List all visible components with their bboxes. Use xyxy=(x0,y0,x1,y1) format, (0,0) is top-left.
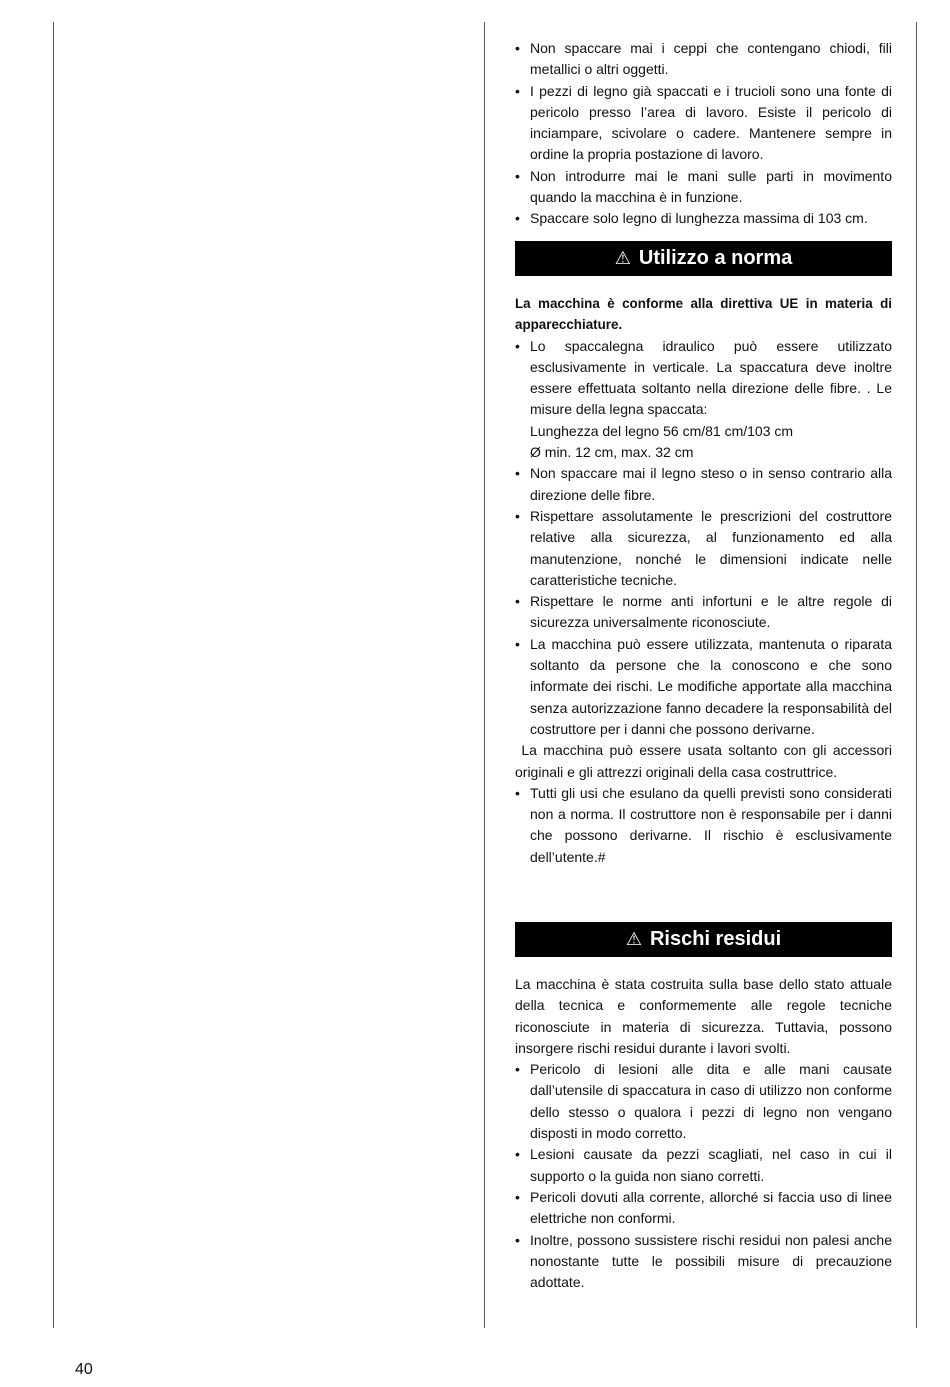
list-item: • Non introdurre mai le mani sulle parti in movimento quando la macchina è in funzione. xyxy=(515,166,892,209)
list-item: • Pericolo di lesioni alle dita e alle mani causate dall’utensile di spaccatura in caso di utilizzo non conforme dello stesso o qualora i pezzi di legno non vengano disposti in modo corretto. xyxy=(515,1059,892,1144)
section-lead: La macchina è conforme alla direttiva UE in materia di apparecchiature. xyxy=(515,296,892,333)
section-header-utilizzo xyxy=(515,241,892,276)
top-bullets-block xyxy=(515,38,892,230)
section-title: Rischi residui xyxy=(649,928,782,950)
warning-triangle-icon: ⚠ xyxy=(614,248,631,268)
measurement-line: Ø min. 12 cm, max. 32 cm xyxy=(530,444,694,461)
left-margin-line xyxy=(53,22,54,1328)
page-number: 40 xyxy=(75,1361,93,1378)
section-rischi-body xyxy=(515,974,892,1293)
list-item: • Pericoli dovuti alla corrente, allorché si faccia uso di linee elettriche non conformi. xyxy=(515,1187,892,1230)
column-divider-line xyxy=(484,22,485,1328)
section-utilizzo-body xyxy=(515,293,896,868)
list-item xyxy=(515,336,892,464)
section-paragraph: La macchina può essere usata soltanto con gli accessori originali e gli attrezzi originali della casa costruttrice. xyxy=(515,742,896,780)
list-item: • La macchina può essere utilizzata, mantenuta o riparata soltanto da persone che la conoscono e che sono informate dei rischi. Le modifiche apportate alla macchina senza autorizzazione fanno decadere la responsabilità del costruttore per i danni che possono derivarne. xyxy=(515,634,892,740)
list-item-text: Lo spaccalegna idraulico può essere utilizzato esclusivamente in verticale. La spaccatura deve inoltre essere effettuata soltanto nella direzione delle fibre. . Le misure della legna spaccata: xyxy=(530,337,892,418)
section-title: Utilizzo a norma xyxy=(638,247,793,269)
list-item: • Rispettare assolutamente le prescrizioni del costruttore relative alla sicurezza, al funzionamento ed alla manutenzione, nonché le dimensioni indicate nelle caratteristiche tecniche. xyxy=(515,506,892,591)
measurement-line: Lunghezza del legno 56 cm/81 cm/103 cm xyxy=(530,422,794,439)
section-paragraph: La macchina è stata costruita sulla base dello stato attuale della tecnica e conformemente alle regole tecniche riconosciute in materia di sicurezza. Tuttavia, possono insorgere rischi residui durante i lavori svolti. xyxy=(515,976,892,1056)
list-item: • Inoltre, possono sussistere rischi residui non palesi anche nonostante tutte le possibili misure di precauzione adottate. xyxy=(515,1230,892,1294)
list-item: • Rispettare le norme anti infortuni e le altre regole di sicurezza universalmente riconosciute. xyxy=(515,591,892,634)
list-item: • Lesioni causate da pezzi scagliati, nel caso in cui il supporto o la guida non siano corretti. xyxy=(515,1144,892,1187)
list-item: • Spaccare solo legno di lunghezza massima di 103 cm. xyxy=(515,208,892,229)
section-header-rischi xyxy=(515,922,892,957)
list-item: • Non spaccare mai il legno steso o in senso contrario alla direzione delle fibre. xyxy=(515,463,892,506)
list-item: • Tutti gli usi che esulano da quelli previsti sono considerati non a norma. Il costruttore non è responsabile per i danni che possono derivarne. Il rischio è esclusivamente dell’utente.# xyxy=(515,783,892,868)
list-item: • I pezzi di legno già spaccati e i trucioli sono una fonte di pericolo presso l’area di lavoro. Esiste il pericolo di inciampare, scivolare o cadere. Mantenere sempre in ordine la propria postazione di lavoro. xyxy=(515,81,892,166)
list-item: • Non spaccare mai i ceppi che contengano chiodi, fili metallici o altri oggetti. xyxy=(515,38,892,81)
right-margin-line xyxy=(916,22,917,1328)
warning-triangle-icon: ⚠ xyxy=(625,929,642,949)
